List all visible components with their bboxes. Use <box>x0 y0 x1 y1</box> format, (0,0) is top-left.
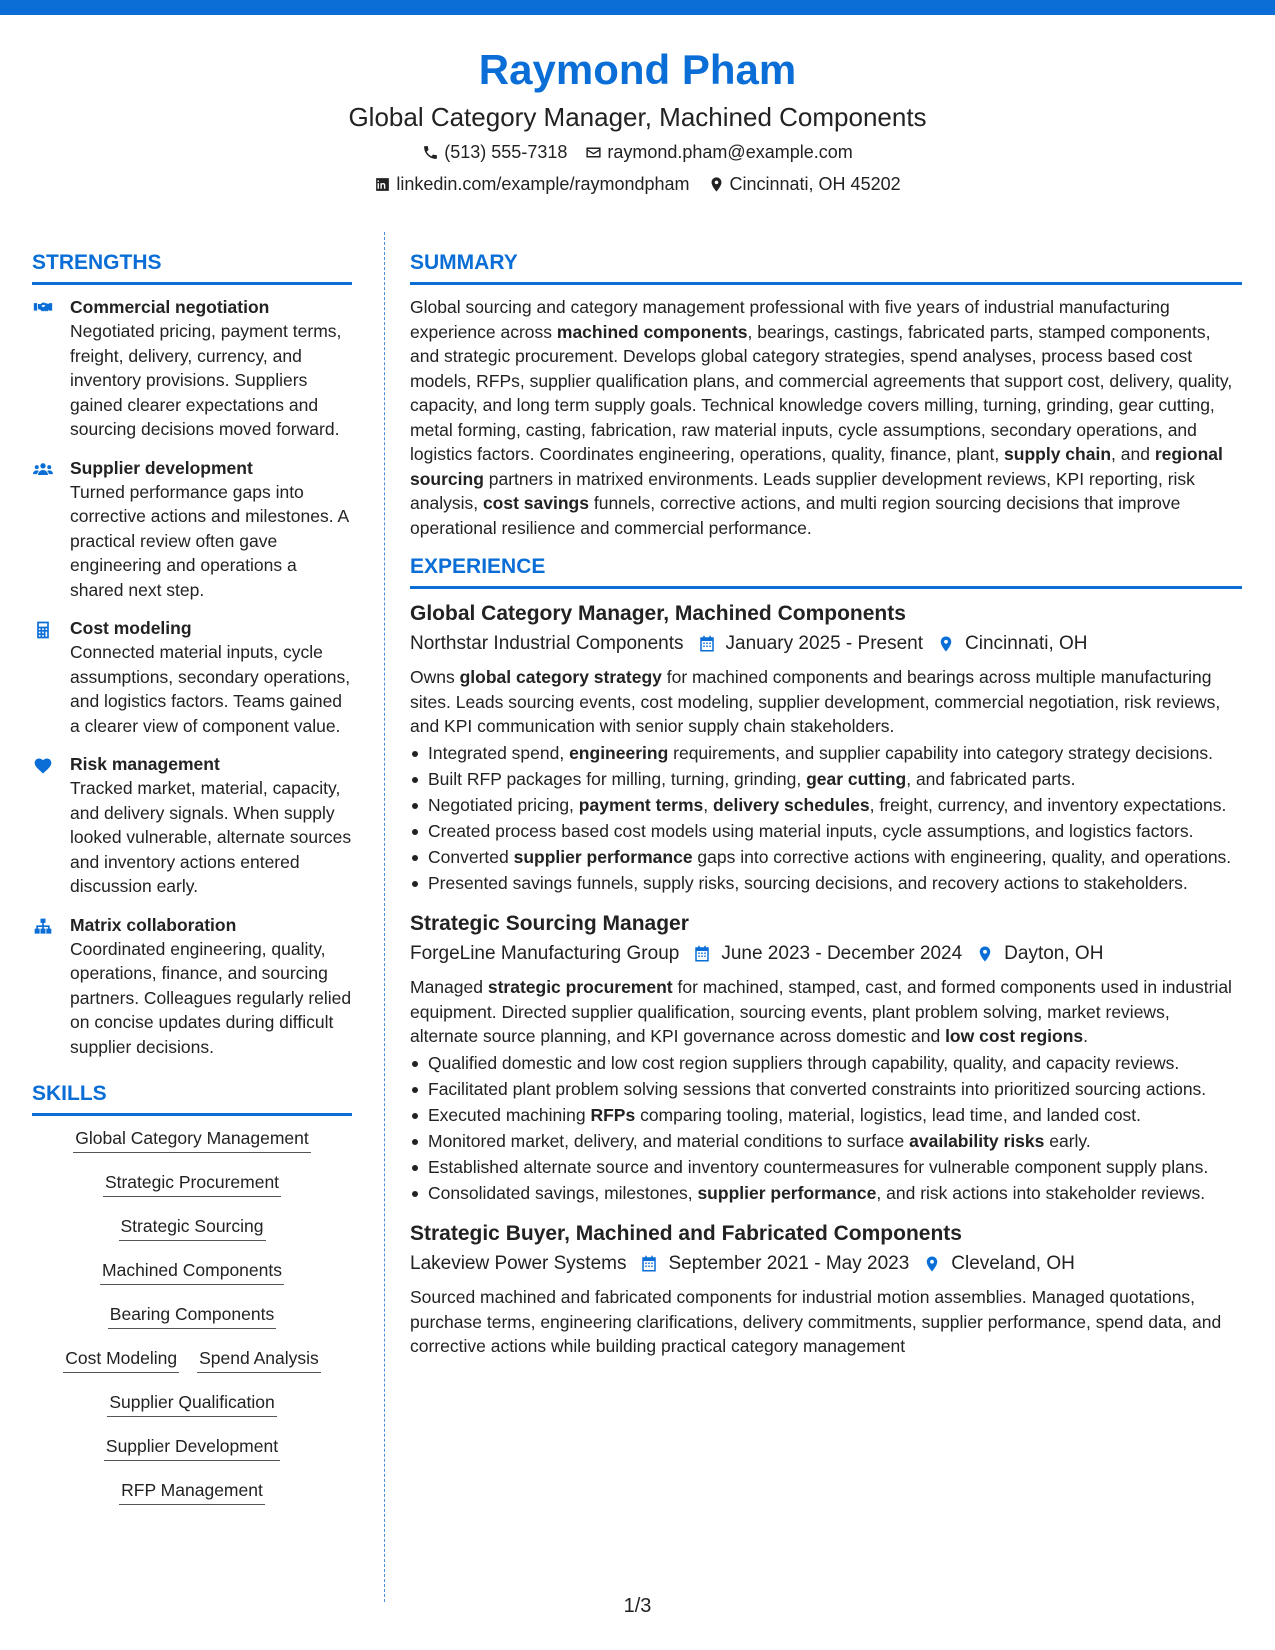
strength-text <box>70 752 352 899</box>
strength-icon-wrap <box>32 913 56 1060</box>
strength-description: Turned performance gaps into corrective actions and milestones. A practical review often gave engineering and operations a shared next step. <box>70 481 349 600</box>
strength-text <box>70 913 352 1060</box>
emphasis-text: global category strategy <box>459 667 662 687</box>
skill-tag: Strategic Procurement <box>103 1170 281 1197</box>
strength-icon-wrap <box>32 752 56 899</box>
summary-text: Global sourcing and category management professional with five years of industrial manufacturing experience across machined components, bearings, castings, fabricated parts, stamped components, and strategic procurement. Develops global category strategies, spend analyses, process based cost models, RFPs, supplier qualification plans, and commercial agreements that support cost, delivery, quality, capacity, and long term supply goals. Technical knowledge covers milling, turning, grinding, gear cutting, metal forming, casting, fabrication, raw material inputs, cycle assumptions, secondary operations, and logistics factors. Coordinates engineering, operations, quality, finance, plant, supply chain, and regional sourcing partners in matrixed environments. Leads supplier development reviews, KPI reporting, risk analysis, cost savings funnels, corrective actions, and multi region sourcing decisions that improve operational resilience and commercial performance. <box>410 297 1233 538</box>
skill-row <box>32 1214 352 1241</box>
skill-tag: Supplier Qualification <box>107 1390 276 1417</box>
job-dates: January 2025 - Present <box>725 633 924 654</box>
heart-icon <box>32 756 54 776</box>
skill-row <box>32 1390 352 1417</box>
job-meta <box>410 629 1242 659</box>
skills-heading: SKILLS <box>32 1079 352 1116</box>
job-bullets <box>410 1051 1242 1206</box>
emphasis-text: RFPs <box>590 1104 636 1125</box>
emphasis-text: supplier performance <box>697 1182 877 1203</box>
company-name: ForgeLine Manufacturing Group <box>410 943 680 964</box>
page-number: 1/3 <box>623 1595 652 1617</box>
strength-description: Negotiated pricing, payment terms, freight, delivery, currency, and inventory provisions. Suppliers gained clearer expectations and sourcing decisions moved forward. <box>70 321 342 439</box>
list-item: Facilitated plant problem solving sessions that converted constraints into prioritized sourcing actions. <box>410 1077 1242 1102</box>
list-item: Monitored market, delivery, and material conditions to surface availability risks early. <box>410 1129 1242 1154</box>
strength-item <box>32 616 352 738</box>
skills-list <box>32 1126 352 1505</box>
list-item: Negotiated pricing, payment terms, delivery schedules, freight, currency, and inventory expectations. <box>410 793 1242 818</box>
strength-description: Connected material inputs, cycle assumptions, secondary operations, and logistics factors. Teams gained a clearer view of component value. <box>70 642 351 736</box>
calculator-icon <box>32 620 54 640</box>
strength-item <box>32 456 352 603</box>
job-location: Dayton, OH <box>1004 943 1104 964</box>
email-contact[interactable] <box>585 138 852 166</box>
top-accent-bar <box>0 0 1275 15</box>
strength-title: Matrix collaboration <box>70 914 237 935</box>
emphasis-text: availability risks <box>909 1130 1045 1151</box>
strengths-heading: STRENGTHS <box>32 248 352 285</box>
strength-item <box>32 913 352 1060</box>
skill-row <box>32 1478 352 1505</box>
candidate-headline: Global Category Manager, Machined Components <box>348 102 927 132</box>
emphasis-text: cost savings <box>482 493 589 513</box>
candidate-name: Raymond Pham <box>478 46 797 93</box>
phone-icon <box>422 144 439 161</box>
summary-heading: SUMMARY <box>410 248 1242 285</box>
emphasis-text: engineering <box>569 742 669 763</box>
list-item: Integrated spend, engineering requirements, and supplier capability into category strategy decisions. <box>410 741 1242 766</box>
list-item: Built RFP packages for milling, turning, grinding, gear cutting, and fabricated parts. <box>410 767 1242 792</box>
job-location: Cleveland, OH <box>951 1253 1075 1274</box>
phone-number: (513) 555-7318 <box>444 142 568 162</box>
handshake-icon <box>32 299 54 319</box>
list-item: Qualified domestic and low cost region suppliers through capability, quality, and capacity reviews. <box>410 1051 1242 1076</box>
job-location: Cincinnati, OH <box>965 633 1088 654</box>
list-item: Converted supplier performance gaps into corrective actions with engineering, quality, and operations. <box>410 845 1242 870</box>
linkedin-url[interactable]: linkedin.com/example/raymondpham <box>396 174 690 194</box>
location-contact <box>708 170 901 198</box>
job-description: Managed strategic procurement for machined, stamped, cast, and formed components used in industrial equipment. Directed supplier qualification, sourcing events, plant problem solving, market reviews, alternate source planning, and KPI governance across domestic and low cost regions. <box>410 977 1232 1046</box>
job-description: Owns global category strategy for machined components and bearings across multiple manufacturing sites. Leads sourcing events, cost modeling, supplier development, commercial negotiation, risk reviews, and KPI communication with senior supply chain stakeholders. <box>410 667 1221 736</box>
skill-tag: RFP Management <box>119 1478 265 1505</box>
skill-tag: Global Category Management <box>73 1126 310 1153</box>
calendar-icon <box>693 945 711 963</box>
strength-text <box>70 616 352 738</box>
resume-header <box>0 40 1275 198</box>
calendar-icon <box>640 1255 658 1273</box>
emphasis-text: machined components <box>556 321 748 342</box>
location-text: Cincinnati, OH 45202 <box>729 174 901 194</box>
org-chart-icon <box>32 917 54 937</box>
emphasis-text: supplier performance <box>513 846 693 867</box>
linkedin-icon <box>374 176 391 193</box>
job-title: Strategic Buyer, Machined and Fabricated Components <box>410 1222 962 1245</box>
skill-tag: Supplier Development <box>104 1434 280 1461</box>
strength-item <box>32 752 352 899</box>
emphasis-text: low cost regions <box>945 1026 1084 1046</box>
strength-icon-wrap <box>32 456 56 603</box>
job-title: Global Category Manager, Machined Components <box>410 602 906 625</box>
strength-title: Risk management <box>70 754 220 774</box>
list-item: Executed machining RFPs comparing tooling, material, logistics, lead time, and landed cost. <box>410 1103 1242 1128</box>
column-divider <box>384 232 385 1602</box>
list-item: Presented savings funnels, supply risks, sourcing decisions, and recovery actions to stakeholders. <box>410 871 1242 896</box>
map-pin-icon <box>923 1255 941 1273</box>
skill-tag: Machined Components <box>100 1258 284 1285</box>
list-item: Created process based cost models using material inputs, cycle assumptions, and logistics factors. <box>410 819 1242 844</box>
job-entry <box>410 599 1242 895</box>
emphasis-text: payment terms <box>578 794 704 815</box>
emphasis-text: supply chain <box>1004 444 1112 464</box>
strengths-list <box>32 295 352 1059</box>
job-meta <box>410 939 1242 969</box>
skill-row <box>32 1170 352 1197</box>
company-name: Lakeview Power Systems <box>410 1253 627 1274</box>
emphasis-text: regional sourcing <box>410 444 1223 489</box>
skill-tag: Strategic Sourcing <box>119 1214 266 1241</box>
job-dates: June 2023 - December 2024 <box>721 943 963 964</box>
job-description: Sourced machined and fabricated components for industrial motion assemblies. Managed quotations, purchase terms, engineering clarifications, delivery commitments, supplier performance, spend data, and corrective actions while building practical category management <box>410 1287 1222 1356</box>
phone-contact <box>422 138 567 166</box>
experience-list <box>410 599 1242 1359</box>
strength-text <box>70 295 352 442</box>
strength-icon-wrap <box>32 295 56 442</box>
list-item: Established alternate source and inventory countermeasures for vulnerable component supply plans. <box>410 1155 1242 1180</box>
map-pin-icon <box>976 945 994 963</box>
company-name: Northstar Industrial Components <box>410 633 684 654</box>
skill-row <box>32 1346 352 1373</box>
skill-row <box>32 1302 352 1329</box>
job-bullets <box>410 741 1242 896</box>
map-pin-icon <box>937 635 955 653</box>
skill-tag: Cost Modeling <box>63 1346 179 1373</box>
strength-title: Cost modeling <box>70 618 192 638</box>
skill-row <box>32 1258 352 1285</box>
skill-row <box>32 1434 352 1461</box>
job-entry <box>410 1219 1242 1359</box>
strength-title: Commercial negotiation <box>70 297 270 317</box>
job-entry <box>410 909 1242 1205</box>
map-pin-icon <box>708 176 725 193</box>
strength-icon-wrap <box>32 616 56 738</box>
job-title: Strategic Sourcing Manager <box>410 912 689 935</box>
email-address[interactable]: raymond.pham@example.com <box>607 142 853 162</box>
strength-description: Tracked market, material, capacity, and delivery signals. When supply looked vulnerable, alternate sources and inventory actions entered discussion early. <box>70 778 352 896</box>
linkedin-contact[interactable] <box>374 170 689 198</box>
envelope-icon <box>585 144 602 161</box>
emphasis-text: gear cutting <box>806 768 907 789</box>
emphasis-text: strategic procurement <box>487 977 673 997</box>
skill-tag: Bearing Components <box>108 1302 276 1329</box>
right-column <box>410 248 1242 1373</box>
contact-row-1 <box>0 138 1275 166</box>
job-dates: September 2021 - May 2023 <box>668 1253 910 1274</box>
strength-text <box>70 456 352 603</box>
contact-row-2 <box>0 170 1275 198</box>
left-column <box>32 248 352 1522</box>
emphasis-text: delivery schedules <box>713 794 870 815</box>
strength-title: Supplier development <box>70 457 253 478</box>
list-item: Consolidated savings, milestones, supplier performance, and risk actions into stakeholder reviews. <box>410 1181 1242 1206</box>
skill-row <box>32 1126 352 1153</box>
job-meta <box>410 1249 1242 1279</box>
calendar-icon <box>698 635 716 653</box>
experience-heading: EXPERIENCE <box>410 552 1242 589</box>
users-icon <box>32 460 54 480</box>
strength-item <box>32 295 352 442</box>
skill-tag: Spend Analysis <box>197 1346 321 1373</box>
strength-description: Coordinated engineering, quality, operations, finance, and sourcing partners. Colleagues regularly relied on concise updates during difficult supplier decisions. <box>70 938 352 1057</box>
